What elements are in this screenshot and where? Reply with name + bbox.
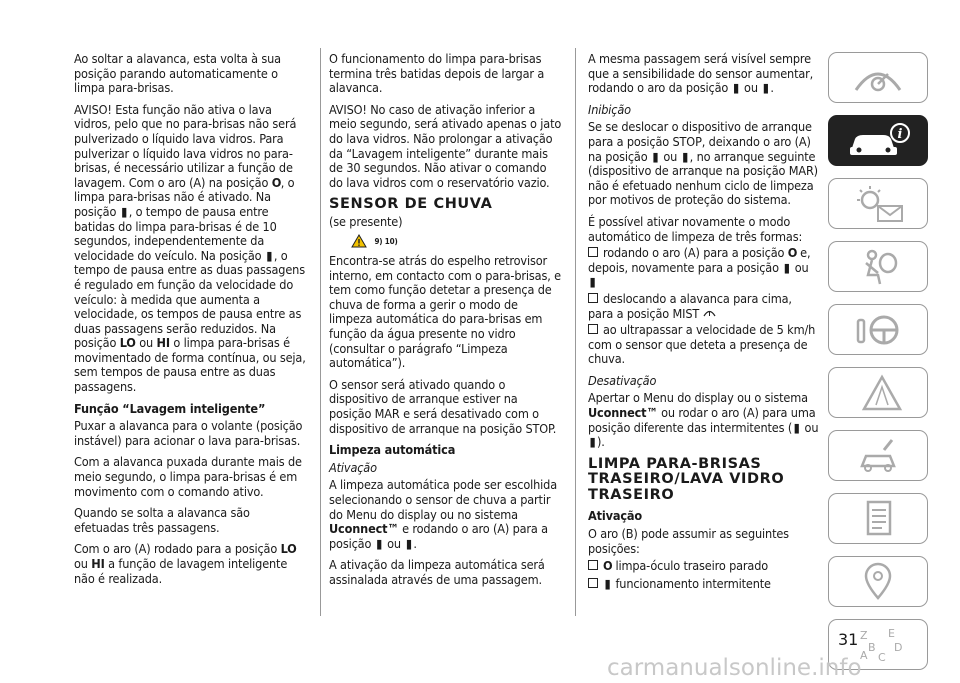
warning-reference: 9) 10) <box>351 233 398 250</box>
svg-text:B: B <box>868 640 876 654</box>
page-number: 31 <box>838 630 859 649</box>
paragraph: Apertar o Menu do display ou o sistema Uconnect™ ou rodar o aro (A) para uma posição diferente das intermitentes (▮ ou ▮). <box>588 390 819 450</box>
tab-emergency[interactable] <box>828 367 928 418</box>
lights-message-icon <box>848 184 908 224</box>
svg-text:i: i <box>897 126 903 142</box>
list-item: rodando o aro (A) para a posição O e, depois, novamente para a posição ▮ ou ▮ <box>588 245 811 290</box>
list-item: ▮ funcionamento intermitente <box>588 577 820 592</box>
svg-text:Z: Z <box>860 628 868 642</box>
paragraph: (se presente) <box>329 213 403 229</box>
paragraph: AVISO! Esta função não ativa o lava vidros, pelo que no para-brisas não será pulverizado o líquido lava vidros. Para pulverizar o líquido lava vidros no para-brisas, é necessário utilizar a função de lavagem. Com o aro (A) na posição O, o limpa para-brisas não é ativado. Na posição ▮, o tempo de pausa entre batidas do limpa para-brisas é de 10 segundos, independentemente da velocidade do veículo. Na posição ▮, o tempo de pausa entre as duas passagens é regulado em função da velocidade do veículo: à medida que aumenta a velocidade, os tempos de pausa entre as duas passagens serão reduzidos. Na posição LO ou HI o limpa para-brisas é movimentado de forma contínua, ou seja, sem tempos de pausa entre as duas passagens. <box>74 101 306 395</box>
subheading: Função “Lavagem inteligente” <box>74 400 266 416</box>
watermark: carmanualsonline.info <box>607 655 862 681</box>
column-3 <box>588 52 820 598</box>
paragraph: Quando se solta a alavanca são efetuadas três passagens. <box>74 505 250 535</box>
list-item: O limpa-óculo traseiro parado <box>588 559 820 574</box>
paragraph: Encontra-se atrás do espelho retrovisor interno, em contacto com o para-brisas, e tem como função detetar a presença de chuva de forma a gerir o modo de limpeza automática do para-brisas em função da água presente no vidro (consultar o parágrafo “Limpeza automática”). <box>329 253 561 371</box>
paragraph: O aro (B) pode assumir as seguintes posições: <box>588 525 789 556</box>
subheading-italic: Ativação <box>329 459 377 475</box>
steering-service-icon <box>848 310 908 350</box>
bullet-icon <box>588 293 598 303</box>
tab-lights[interactable] <box>828 178 928 229</box>
column-1 <box>74 52 306 593</box>
tab-technical-data[interactable] <box>828 493 928 544</box>
bullet-icon <box>588 247 598 257</box>
paragraph: AVISO! No caso de ativação inferior a meio segundo, será ativado apenas o jato do lava vidros. Não prolongar a ativação da “Lavagem inteligente” durante mais de 30 segundos. Não ativar o comando do lava vidros com o reservatório vazio. <box>329 101 562 190</box>
subheading: Limpeza automática <box>329 442 456 458</box>
tab-dashboard[interactable] <box>828 52 928 103</box>
paragraph: O funcionamento do limpa para-brisas termina três batidas depois de largar a alavanca. <box>329 51 545 96</box>
tab-safety[interactable] <box>828 241 928 292</box>
svg-text:A: A <box>860 648 868 662</box>
column-divider <box>575 48 576 616</box>
tab-maintenance[interactable] <box>828 430 928 481</box>
svg-text:C: C <box>878 650 886 664</box>
section-heading: SENSOR DE CHUVA <box>329 196 493 213</box>
paragraph: A limpeza automática pode ser escolhida selecionando o sensor de chuva a partir do Menu do display ou no sistema Uconnect™ e rodando o aro (A) para a posição ▮ ou ▮. <box>329 477 557 551</box>
paragraph: O sensor será ativado quando o dispositivo de arranque estiver na posição MAR e será desativado com o dispositivo de arranque na posição STOP. <box>329 376 557 436</box>
paragraph: Com a alavanca puxada durante mais de meio segundo, o limpa para-brisas é em movimento com o comando ativo. <box>74 454 302 499</box>
tab-car-info[interactable] <box>828 115 928 166</box>
subheading: Ativação <box>588 508 643 524</box>
bullet-icon <box>588 578 598 588</box>
paragraph: Puxar a alavanca para o volante (posição instável) para acionar o lava para-brisas. <box>74 418 303 448</box>
column-2 <box>329 52 562 595</box>
airbag-icon <box>848 247 908 287</box>
map-pin-icon <box>848 562 908 602</box>
svg-text:E: E <box>888 626 895 640</box>
document-list-icon <box>848 499 908 539</box>
bullet-icon <box>588 560 598 570</box>
tab-starting-driving[interactable] <box>828 304 928 355</box>
list-item: ao ultrapassar a velocidade de 5 km/h com o sensor que deteta a presença de chuva. <box>588 322 816 367</box>
warning-road-icon <box>848 373 908 413</box>
paragraph: A mesma passagem será visível sempre que a sensibilidade do sensor aumentar, rodando o aro da posição ▮ ou ▮. <box>588 51 814 96</box>
list-item: deslocando a alavanca para cima, para a posição MIST <box>588 290 792 321</box>
paragraph: A ativação da limpeza automática será assinalada através de uma passagem. <box>329 557 545 587</box>
mist-wiper-icon <box>703 308 716 318</box>
wrench-car-icon <box>848 436 908 476</box>
subheading-italic: Inibição <box>588 101 631 117</box>
section-heading: LIMPA PARA-BRISAS TRASEIRO/LAVA VIDRO TRASEIRO <box>588 455 785 503</box>
column-divider <box>320 48 321 616</box>
svg-text:D: D <box>894 640 903 654</box>
car-dashboard-icon <box>848 60 908 96</box>
paragraph: É possível ativar novamente o modo automático de limpeza de três formas: <box>588 213 803 244</box>
bullet-icon <box>588 324 598 334</box>
warning-triangle-icon <box>351 234 367 248</box>
subheading-italic: Desativação <box>588 372 657 388</box>
paragraph: Ao soltar a alavanca, esta volta à sua posição parando automaticamente o limpa para-brisas. <box>74 51 281 96</box>
car-info-icon <box>845 121 911 161</box>
paragraph: Com o aro (A) rodado para a posição LO ou HI a função de lavagem inteligente não é realizada. <box>74 541 297 586</box>
tab-multimedia[interactable] <box>828 556 928 607</box>
chapter-tabs <box>828 52 928 682</box>
paragraph: Se se deslocar o dispositivo de arranque para a posição STOP, deixando o aro (A) na posição ▮ ou ▮, no arranque seguinte (dispositivo de arranque na posição MAR) não é efetuado nenhum ciclo de limpeza por motivos de proteção do sistema. <box>588 119 818 208</box>
